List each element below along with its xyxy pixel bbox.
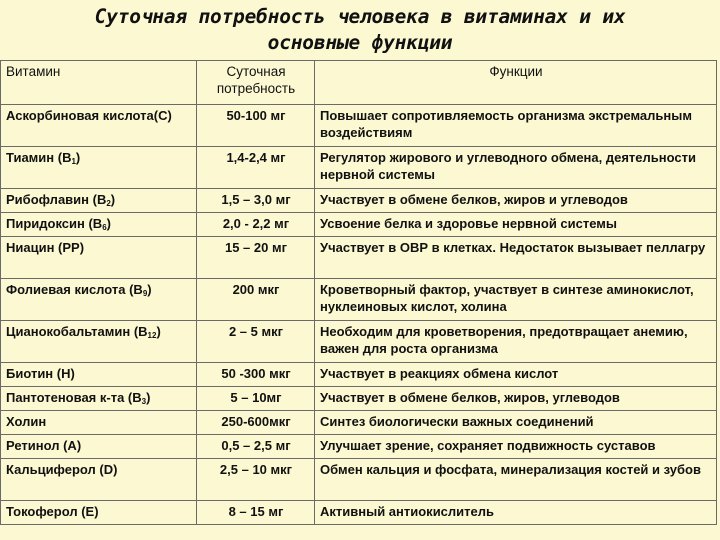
daily-dose-cell: 0,5 – 2,5 мг bbox=[197, 435, 315, 459]
daily-dose-cell: 2,5 – 10 мкг bbox=[197, 459, 315, 501]
vitamin-name-cell bbox=[1, 411, 197, 435]
vitamin-name: Пантотеновая к-та (В bbox=[6, 390, 142, 405]
vitamin-name-cell bbox=[1, 321, 197, 363]
daily-dose-cell: 5 – 10мг bbox=[197, 387, 315, 411]
table-row bbox=[1, 237, 717, 279]
vitamin-subscript: 9 bbox=[142, 289, 148, 298]
title-line-2: основные функции bbox=[267, 31, 453, 54]
vitamin-name-cell bbox=[1, 435, 197, 459]
daily-dose-cell: 50-100 мг bbox=[197, 105, 315, 147]
function-cell: Участвует в обмене белков, жиров, углеводов bbox=[315, 387, 717, 411]
vitamin-subscript: 12 bbox=[147, 331, 157, 340]
vitamin-table bbox=[0, 60, 717, 525]
header-vitamin: Витамин bbox=[1, 61, 197, 105]
table-header-row bbox=[1, 61, 717, 105]
daily-dose-cell: 2,0 - 2,2 мг bbox=[197, 213, 315, 237]
function-cell: Активный антиокислитель bbox=[315, 501, 717, 525]
vitamin-subscript: 1 bbox=[71, 157, 76, 166]
table-row bbox=[1, 501, 717, 525]
vitamin-name: Аскорбиновая кислота(С) bbox=[6, 108, 172, 123]
daily-dose-cell: 50 -300 мкг bbox=[197, 363, 315, 387]
header-daily-need-line-1: Суточная bbox=[226, 64, 286, 79]
vitamin-name-cell bbox=[1, 105, 197, 147]
table-row bbox=[1, 387, 717, 411]
vitamin-name: Пиридоксин (В bbox=[6, 216, 103, 231]
daily-dose-cell: 200 мкг bbox=[197, 279, 315, 321]
function-cell: Повышает сопротивляемость организма экстремальным воздействиям bbox=[315, 105, 717, 147]
vitamin-name-suffix: ) bbox=[75, 150, 81, 165]
vitamin-name-suffix: ) bbox=[110, 192, 116, 207]
table-row bbox=[1, 147, 717, 189]
vitamin-name-cell bbox=[1, 189, 197, 213]
vitamin-name-cell bbox=[1, 213, 197, 237]
vitamin-name: Кальциферол (D) bbox=[6, 462, 118, 477]
vitamin-name: Токоферол (Е) bbox=[6, 504, 99, 519]
function-cell: Участвует в реакциях обмена кислот bbox=[315, 363, 717, 387]
function-cell: Усвоение белка и здоровье нервной системы bbox=[315, 213, 717, 237]
function-cell: Улучшает зрение, сохраняет подвижность суставов bbox=[315, 435, 717, 459]
function-cell: Синтез биологически важных соединений bbox=[315, 411, 717, 435]
table-row bbox=[1, 363, 717, 387]
vitamin-name-cell bbox=[1, 501, 197, 525]
table-row bbox=[1, 411, 717, 435]
daily-dose-cell: 8 – 15 мг bbox=[197, 501, 315, 525]
title-line-1: Суточная потребность человека в витаминах и их bbox=[94, 5, 626, 28]
vitamin-name: Тиамин (В bbox=[6, 150, 72, 165]
daily-dose-cell: 1,5 – 3,0 мг bbox=[197, 189, 315, 213]
function-cell: Участвует в обмене белков, жиров и углеводов bbox=[315, 189, 717, 213]
table-row bbox=[1, 435, 717, 459]
vitamin-subscript: 6 bbox=[102, 223, 107, 232]
vitamin-name-suffix: ) bbox=[147, 282, 152, 297]
table-row bbox=[1, 279, 717, 321]
vitamin-name-cell bbox=[1, 237, 197, 279]
daily-dose-cell: 1,4-2,4 мг bbox=[197, 147, 315, 189]
vitamin-name: Рибофлавин (В bbox=[6, 192, 107, 207]
vitamin-subscript: 3 bbox=[141, 397, 147, 406]
vitamin-name-suffix: ) bbox=[156, 324, 161, 339]
function-cell: Кроветворный фактор, участвует в синтезе аминокислот, нуклеиновых кислот, холина bbox=[315, 279, 717, 321]
table-row bbox=[1, 321, 717, 363]
table-row bbox=[1, 459, 717, 501]
vitamin-name: Ретинол (А) bbox=[6, 438, 82, 453]
header-daily-need-line-2: потребность bbox=[216, 81, 296, 96]
vitamin-name: Холин bbox=[6, 414, 47, 429]
vitamin-name: Ниацин (РР) bbox=[6, 240, 85, 255]
vitamin-name-cell bbox=[1, 387, 197, 411]
vitamin-name-cell bbox=[1, 459, 197, 501]
function-cell: Участвует в ОВР в клетках. Недостаток вызывает пеллагру bbox=[315, 237, 717, 279]
table-row bbox=[1, 213, 717, 237]
vitamin-name-cell bbox=[1, 363, 197, 387]
vitamin-subscript: 2 bbox=[106, 199, 111, 208]
daily-dose-cell: 250-600мкг bbox=[197, 411, 315, 435]
daily-dose-cell: 2 – 5 мкг bbox=[197, 321, 315, 363]
function-cell: Обмен кальция и фосфата, минерализация костей и зубов bbox=[315, 459, 717, 501]
vitamin-name: Биотин (Н) bbox=[6, 366, 75, 381]
vitamin-name-cell bbox=[1, 279, 197, 321]
vitamin-name-suffix: ) bbox=[146, 390, 151, 405]
header-daily-need bbox=[197, 61, 315, 105]
function-cell: Необходим для кроветворения, предотвращает анемию, важен для роста организма bbox=[315, 321, 717, 363]
daily-dose-cell: 15 – 20 мг bbox=[197, 237, 315, 279]
vitamin-name: Фолиевая кислота (В bbox=[6, 282, 143, 297]
vitamin-name-cell bbox=[1, 147, 197, 189]
vitamin-name-suffix: ) bbox=[106, 216, 111, 231]
header-functions: Функции bbox=[315, 61, 717, 105]
table-row bbox=[1, 189, 717, 213]
function-cell: Регулятор жирового и углеводного обмена, деятельности нервной системы bbox=[315, 147, 717, 189]
page-title bbox=[0, 4, 720, 56]
table-row bbox=[1, 105, 717, 147]
vitamin-name: Цианокобальтамин (В bbox=[6, 324, 148, 339]
